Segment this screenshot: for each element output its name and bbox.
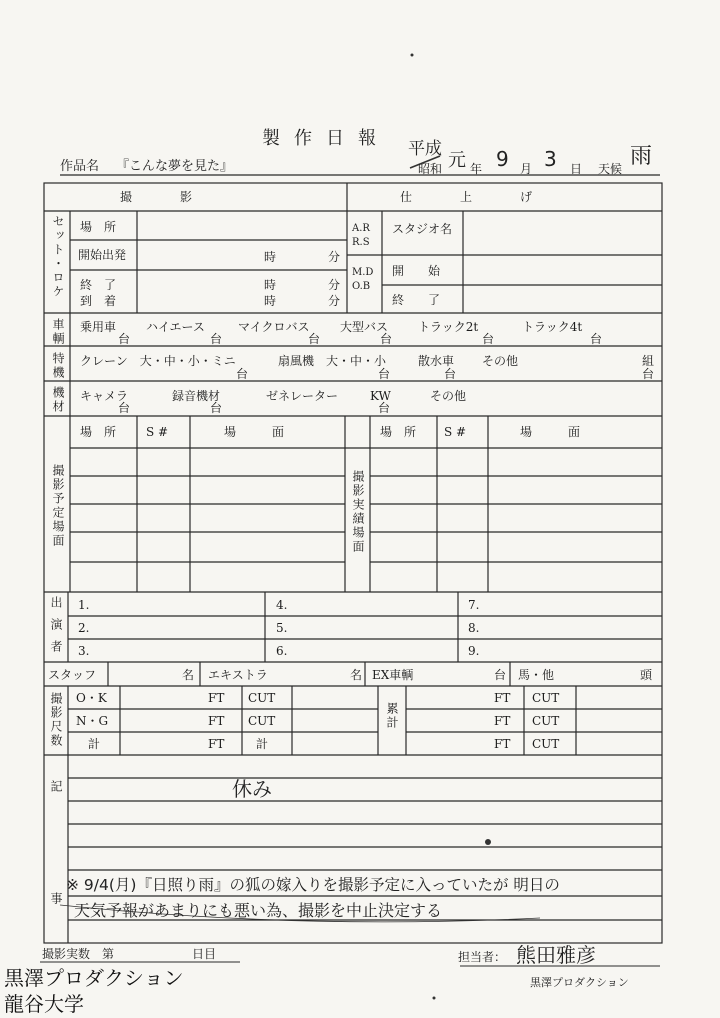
shuryo2-label: 終 了 (392, 293, 441, 307)
era-handwritten: 平成 (408, 139, 442, 159)
vehicle-item: トラック2t (418, 320, 479, 334)
cast-row: 6. (276, 644, 288, 658)
horse-tou: 頭 (640, 668, 653, 682)
kaishi-label: 開 始 (392, 264, 441, 278)
film-ft: FT (208, 714, 225, 728)
fun2-label: 分 (328, 278, 341, 292)
ji2-label: 時 (264, 278, 277, 292)
weather-label: 天候 (598, 162, 623, 176)
special-fan: 扇風機 大・中・小 (278, 354, 387, 368)
film-ft: FT (494, 737, 511, 751)
company-name: 黒澤プロダクション (530, 976, 629, 989)
month-handwritten: 9 (496, 147, 509, 171)
cast-row: 7. (468, 598, 480, 612)
film-ng: N・G (76, 714, 109, 728)
film-cut: CUT (532, 737, 560, 751)
vehicle-item: 乗用車 (80, 320, 117, 334)
ob-label: O.B (352, 281, 371, 292)
scene-sno-header: S # (146, 425, 169, 439)
days-unit: 日目 (192, 947, 217, 961)
special-unit: 台 (444, 367, 457, 381)
equipment-generator: ゼネレーター (266, 389, 339, 403)
scene-sno-header: S # (444, 425, 467, 439)
equipment-camera: キャメラ (80, 389, 129, 403)
film-ft: FT (208, 737, 225, 751)
equipment-kw: KW (370, 389, 391, 403)
film-cut: CUT (248, 714, 276, 728)
staff-label: スタッフ (48, 668, 97, 682)
notes-label: 記事 (49, 780, 63, 1004)
film-ft: FT (494, 714, 511, 728)
cast-row: 9. (468, 644, 480, 658)
extra-label: エキストラ (208, 668, 268, 682)
ji3-label: 時 (264, 294, 277, 308)
cast-row: 4. (276, 598, 288, 612)
special-label: 特機 (51, 352, 65, 380)
kaishi-shuppatsu-label: 開始出発 (78, 248, 127, 262)
page-title: 製作日報 (262, 128, 390, 149)
day-label: 日 (570, 162, 583, 176)
cast-row: 2. (78, 621, 90, 635)
equipment-unit: 台 (118, 401, 131, 415)
film-ft: FT (208, 691, 225, 705)
basho-label: 場 所 (80, 220, 117, 234)
days-label: 撮影実数 第 (42, 947, 115, 961)
cast-row: 3. (78, 644, 90, 658)
note-line-2: ※ 9/4(月)『日照り雨』の狐の嫁入りを撮影予定に入っていたが 明日の (66, 876, 560, 894)
ji1-label: 時 (264, 250, 277, 264)
scene-actual-label: 撮影実績場面 (351, 470, 365, 554)
scene-bamen-header: 場 面 (520, 425, 581, 439)
month-label: 月 (520, 162, 533, 176)
vehicle-unit: 台 (210, 332, 223, 346)
special-unit: 台 (378, 367, 391, 381)
watermark-line-2: 龍谷大学 (4, 992, 84, 1016)
ex-car-label: EX車輌 (372, 668, 414, 682)
film-cut: CUT (532, 714, 560, 728)
special-unit: 台 (236, 367, 249, 381)
shuryo-label: 終 了 (80, 278, 117, 292)
day-handwritten: 3 (544, 147, 557, 171)
vehicle-item: ハイエース (146, 320, 205, 334)
cast-label: 出演者 (49, 596, 63, 662)
equipment-label: 機材 (51, 386, 65, 414)
equipment-other: その他 (430, 389, 467, 403)
scene-plan-label: 撮影予定場面 (51, 464, 65, 548)
note-line-1: 休み (232, 777, 272, 801)
special-unit: 台 (642, 367, 655, 381)
scene-bamen-header: 場 面 (224, 425, 285, 439)
film-ok: O・K (76, 691, 107, 705)
film-ruikei: 累計 (385, 702, 399, 730)
staff-mei: 名 (182, 668, 195, 682)
film-kei: 計 (256, 737, 269, 751)
satsuei-header: 撮 影 (120, 190, 193, 204)
shiage-header: 仕 上 げ (400, 190, 533, 204)
era-printed: 昭和 (418, 162, 443, 176)
vehicle-item: トラック4t (522, 320, 583, 334)
ar-label: A.R (352, 223, 370, 234)
year-label: 年 (470, 162, 483, 176)
scene-basho-header: 場 所 (380, 425, 417, 439)
weather-handwritten: 雨 (630, 144, 653, 169)
vehicle-item: マイクロバス (238, 320, 310, 334)
vehicle-unit: 台 (118, 332, 131, 346)
vehicle-item: 大型バス (340, 320, 389, 334)
film-cut: CUT (532, 691, 560, 705)
vehicle-unit: 台 (380, 332, 393, 346)
film-label: 撮影尺数 (49, 692, 63, 748)
person-label: 担当者： (458, 950, 507, 964)
note-line-3: 天気予報があまりにも悪い為、撮影を中止決定する (74, 901, 443, 920)
person-handwritten: 熊田雅彦 (516, 943, 596, 967)
vehicle-unit: 台 (590, 332, 603, 346)
cast-row: 8. (468, 621, 480, 635)
special-other: その他 (482, 354, 519, 368)
vehicle-unit: 台 (482, 332, 495, 346)
equipment-unit: 台 (378, 401, 391, 415)
vehicle-unit: 台 (308, 332, 321, 346)
film-ft: FT (494, 691, 511, 705)
ex-car-dai: 台 (494, 668, 507, 682)
equipment-recorder: 録音機材 (172, 389, 221, 403)
cast-row: 5. (276, 621, 288, 635)
md-label: M.D (352, 267, 374, 278)
special-unit-set: 組 (642, 354, 655, 368)
rs-label: R.S (352, 237, 370, 248)
vehicles-label: 車輌 (51, 318, 65, 346)
fun3-label: 分 (328, 294, 341, 308)
year-handwritten: 元 (448, 150, 466, 171)
cast-row: 1. (78, 598, 90, 612)
extra-mei: 名 (350, 668, 363, 682)
work-label: 作品名 (60, 159, 100, 174)
film-cut: CUT (248, 691, 276, 705)
horse-label: 馬・他 (518, 668, 555, 682)
studio-label: スタジオ名 (392, 222, 453, 236)
touchaku-label: 到 着 (80, 294, 117, 308)
scene-basho-header: 場 所 (80, 425, 117, 439)
equipment-unit: 台 (210, 401, 223, 415)
watermark-line-1: 黒澤プロダクション (4, 966, 184, 990)
film-total: 計 (88, 737, 101, 751)
special-sprinkler: 散水車 (418, 354, 455, 368)
fun1-label: 分 (328, 250, 341, 264)
work-title: 『こんな夢を見た』 (116, 159, 234, 174)
set-loke-label: セット・ロケ (51, 215, 65, 299)
special-crane: クレーン 大・中・小・ミニ (80, 354, 236, 368)
